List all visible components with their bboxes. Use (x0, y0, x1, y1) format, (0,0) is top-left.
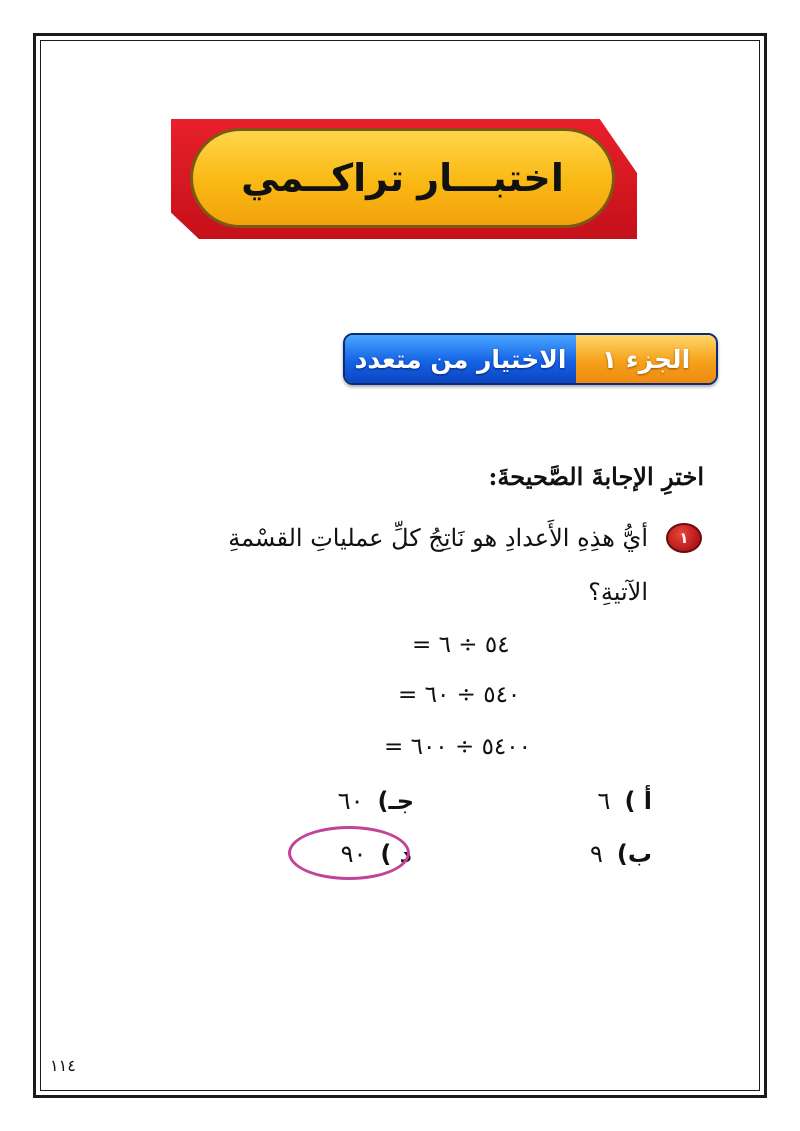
option-c[interactable] (338, 787, 414, 815)
selected-answer-circle (288, 826, 410, 880)
division-equation-1: ٥٤ ÷ ٦ = (412, 632, 510, 658)
section-name-text: الاختيار من متعدد (354, 344, 567, 374)
division-equation-3: ٥٤٠٠ ÷ ٦٠٠ = (384, 734, 531, 760)
option-a[interactable] (598, 787, 652, 815)
section-header-bar (343, 333, 718, 385)
question-text-line-2: الآتيةِ؟ (588, 578, 648, 606)
page-number: ١١٤ (50, 1056, 76, 1075)
page-title: اختبـــار تراكــمي (241, 156, 564, 200)
option-b-value: ٩ (590, 840, 603, 868)
section-part-label (576, 335, 716, 383)
question-number-badge: ١ (666, 523, 702, 553)
title-banner-pill (190, 128, 615, 228)
option-a-letter: أ ) (624, 787, 652, 815)
title-banner (165, 115, 640, 250)
option-b-letter: ب) (616, 840, 652, 868)
section-name (345, 335, 576, 383)
division-equation-2: ٥٤٠ ÷ ٦٠ = (398, 682, 521, 708)
option-a-value: ٦ (597, 787, 611, 815)
option-c-value: ٦٠ (337, 787, 364, 815)
option-d-letter: د ) (380, 840, 412, 868)
instruction-text: اخترِ الإجابةَ الصَّحيحةَ: (488, 462, 704, 491)
option-d-value: ٩٠ (340, 840, 367, 868)
question-text-line-1: أيُّ هذِهِ الأَعدادِ هو نَاتِجُ كلِّ عملياتِ القسْمةِ (228, 524, 648, 552)
section-part-text: الجزء ١ (601, 344, 691, 374)
option-c-letter: جـ) (377, 787, 414, 815)
option-b[interactable] (590, 840, 652, 868)
